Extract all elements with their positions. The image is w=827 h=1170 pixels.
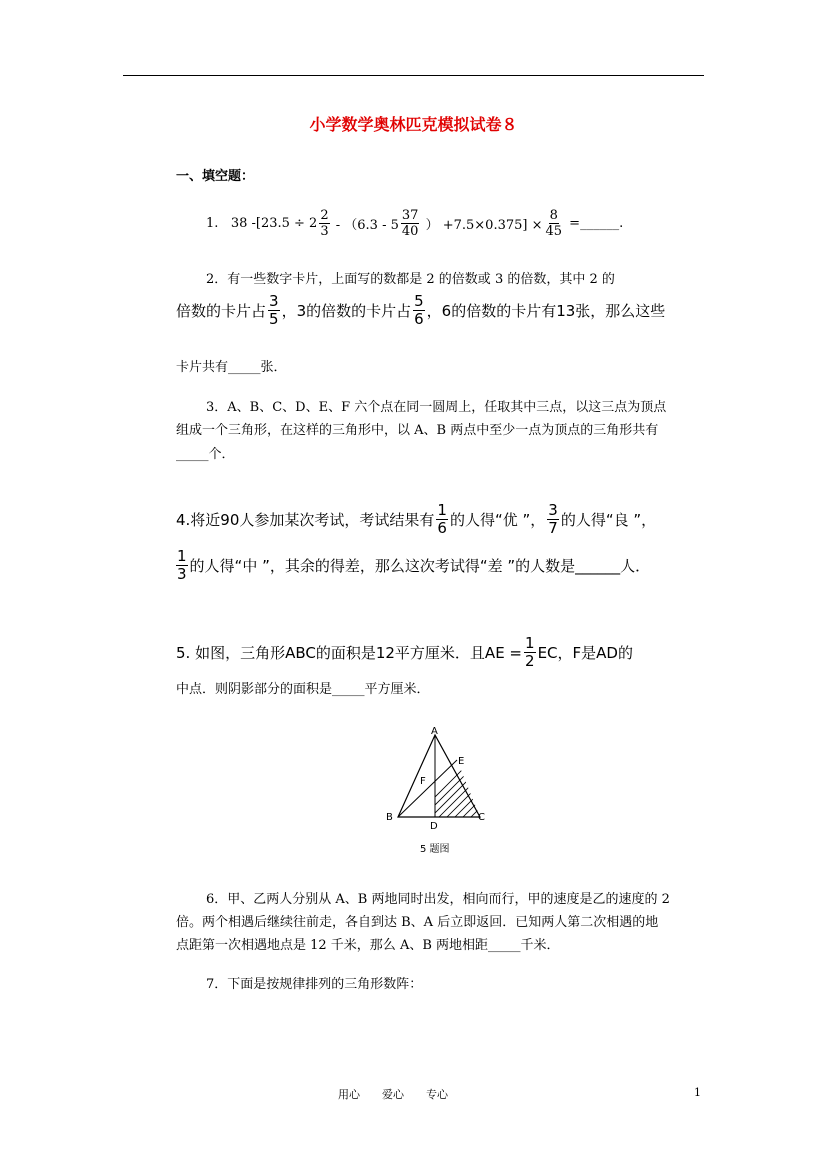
q2-part-c: ，6的倍数的卡片有13张，那么这些 bbox=[426, 302, 666, 320]
label-a: A bbox=[431, 726, 438, 737]
label-b: B bbox=[386, 812, 393, 823]
q4-fraction-2 bbox=[547, 503, 559, 536]
q5-line-1 bbox=[176, 636, 633, 669]
label-f: F bbox=[420, 776, 426, 787]
q2-f2-den: 6 bbox=[414, 310, 424, 328]
q5-f-num: 1 bbox=[525, 634, 535, 652]
q2-fraction-1 bbox=[268, 294, 280, 327]
q5-f-den: 2 bbox=[525, 652, 535, 670]
q2-line-3: 卡片共有_____张． bbox=[176, 360, 287, 375]
q2-part-b: ，3的倍数的卡片占 bbox=[281, 302, 412, 320]
label-d: D bbox=[430, 821, 438, 832]
segment-be bbox=[398, 760, 457, 817]
q6-line-2: 倍。两个相遇后继续往前走，各自到达 B、A 后立即返回．已知两人第二次相遇的地 bbox=[176, 915, 659, 930]
q1-f1-num: 2 bbox=[320, 208, 329, 223]
q4-line-1 bbox=[176, 503, 656, 536]
q4-f2-den: 7 bbox=[548, 519, 558, 537]
q4-f2-num: 3 bbox=[548, 501, 558, 519]
q2-f2-num: 5 bbox=[414, 292, 424, 310]
q5-part-b: EC，F是AD的 bbox=[537, 644, 633, 662]
q1-part-2: - （6.3 - 5 bbox=[335, 218, 399, 233]
q1-part-1: 38 -[23.5 ÷ 2 bbox=[230, 216, 318, 231]
page-title: 小学数学奥林匹克模拟试卷８ bbox=[309, 115, 518, 134]
q5-line-2: 中点．则阴影部分的面积是_____平方厘米． bbox=[176, 682, 430, 697]
q2-f1-num: 3 bbox=[269, 292, 279, 310]
q1-fraction-1 bbox=[319, 209, 329, 238]
triangle-figure bbox=[370, 720, 500, 860]
q2-f1-den: 5 bbox=[269, 310, 279, 328]
q3-line-3: _____个． bbox=[176, 447, 235, 462]
q4-part-d: 的人得“中 ”，其余的得差，那么这次考试得“差 ”的人数是______人． bbox=[189, 557, 651, 575]
q1-part-3: ） +7.5×0.375] × bbox=[425, 218, 543, 233]
q4-fraction-1 bbox=[436, 503, 448, 536]
q4-f1-num: 1 bbox=[437, 501, 447, 519]
q1-part-4: =______. bbox=[569, 216, 624, 231]
q4-f3-den: 3 bbox=[177, 565, 187, 583]
q1-fraction-3 bbox=[544, 209, 563, 238]
q4-f1-den: 6 bbox=[437, 519, 447, 537]
q2-part-a: 倍数的卡片占 bbox=[176, 302, 267, 320]
q4-f3-num: 1 bbox=[177, 547, 187, 565]
shaded-region bbox=[402, 760, 500, 830]
q6-line-3: 点距第一次相遇地点是 12 千米，那么 A、B 两地相距_____千米． bbox=[176, 938, 560, 953]
q1-f1-den: 3 bbox=[320, 224, 329, 239]
q2-line-1: 2．有一些数字卡片，上面写的数都是 2 的倍数或 3 的倍数，其中 2 的 bbox=[206, 272, 615, 287]
q3-line-1: 3．A、B、C、D、E、F 六个点在同一圆周上，任取其中三点，以这三点为顶点 bbox=[206, 400, 667, 415]
q1-f2-den: 40 bbox=[401, 224, 419, 239]
q5-part-a: 5. 如图，三角形ABC的面积是12平方厘米．且AE = bbox=[176, 644, 523, 662]
q4-fraction-3 bbox=[176, 549, 188, 582]
figure-caption: 5 题图 bbox=[420, 844, 450, 855]
q2-line-2 bbox=[176, 294, 665, 327]
q1-f3-den: 45 bbox=[545, 224, 563, 239]
q2-fraction-2 bbox=[413, 294, 425, 327]
section-heading: 一、填空题： bbox=[176, 169, 255, 184]
q1-number: 1. bbox=[206, 216, 219, 231]
q1-f3-num: 8 bbox=[549, 208, 558, 223]
q4-part-a: 4.将近90人参加某次考试，考试结果有 bbox=[176, 511, 435, 529]
q4-line-2 bbox=[176, 549, 650, 582]
q1-f2-num: 37 bbox=[401, 208, 419, 223]
q4-part-c: 的人得“良 ”， bbox=[560, 511, 657, 529]
header-rule bbox=[123, 75, 704, 76]
q5-fraction bbox=[524, 636, 536, 669]
q3-line-2: 组成一个三角形，在这样的三角形中，以 A、B 两点中至少一点为顶点的三角形共有 bbox=[176, 423, 659, 438]
q7-line-1: 7．下面是按规律排列的三角形数阵： bbox=[206, 977, 423, 992]
page-number: 1 bbox=[694, 1086, 701, 1099]
q4-part-b: 的人得“优 ”， bbox=[449, 511, 546, 529]
question-1 bbox=[206, 209, 623, 238]
footer-text: 用心 爱心 专心 bbox=[338, 1088, 448, 1101]
label-e: E bbox=[458, 756, 465, 767]
q6-line-1: 6．甲、乙两人分别从 A、B 两地同时出发，相向而行，甲的速度是乙的速度的 2 bbox=[206, 892, 670, 907]
label-c: C bbox=[478, 812, 485, 823]
q1-fraction-2 bbox=[401, 209, 420, 238]
